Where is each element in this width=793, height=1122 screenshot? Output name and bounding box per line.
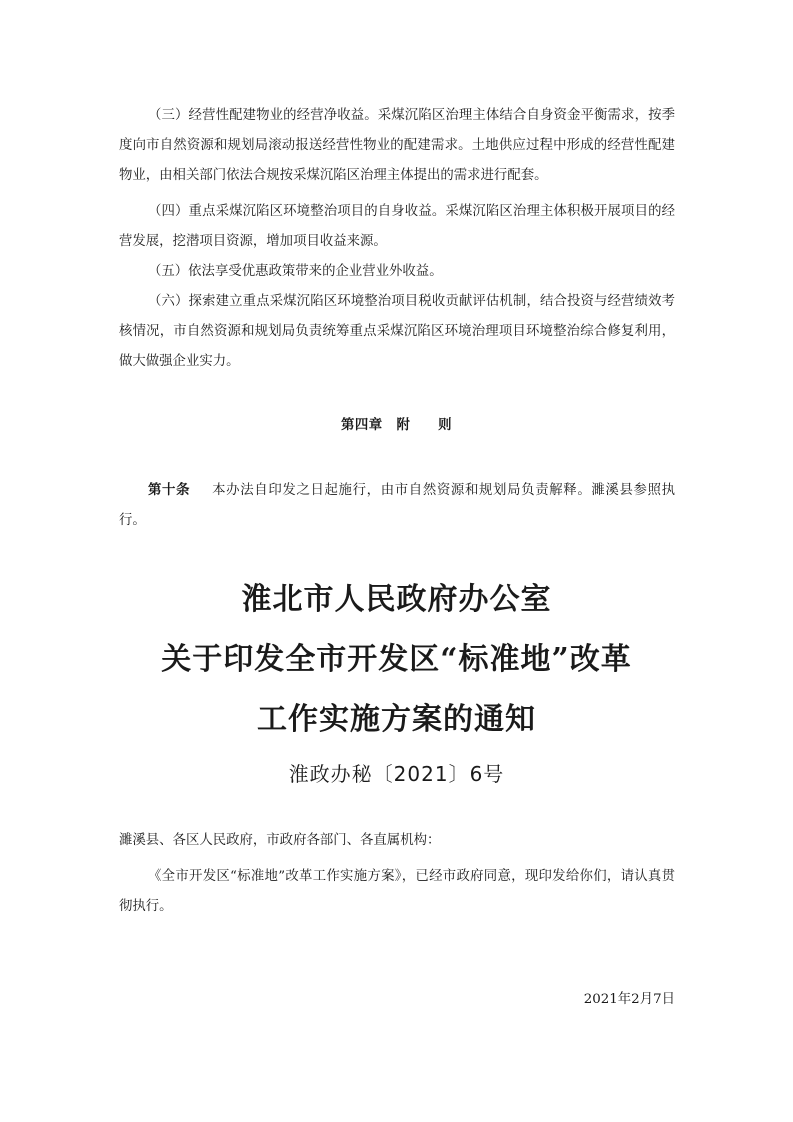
notice-body: 《全市开发区“标准地”改革工作实施方案》，已经市政府同意，现印发给你们，请认真贯彻执行。 — [119, 869, 675, 914]
revenue-item-3: （三）经营性配建物业的经营净收益。采煤沉陷区治理主体结合自身资金平衡需求，按季度向市自然资源和规划局滚动报送经营性物业的配建需求。土地供应过程中形成的经营性配建物业，由相关部门依法合规按采煤沉陷区治理主体提出的需求进行配套。 — [119, 108, 675, 183]
addressee: 濉溪县、各区人民政府，市政府各部门、各直属机构： — [119, 833, 441, 848]
notice-title-line-1: 淮北市人民政府办公室 — [241, 582, 552, 617]
notice-title-line-3: 工作实施方案的通知 — [257, 702, 536, 737]
notice-title-line-2: 关于印发全市开发区“标准地”改革 — [161, 642, 632, 677]
chapter-heading: 第四章 附 则 — [340, 417, 453, 433]
article-label: 第十条 — [148, 482, 191, 498]
revenue-item-4: （四）重点采煤沉陷区环境整治项目的自身收益。采煤沉陷区治理主体积极开展项目的经营发展，挖潜项目资源，增加项目收益来源。 — [119, 204, 675, 249]
issue-date: 2021年2月7日 — [583, 992, 675, 1007]
revenue-item-5: （五）依法享受优惠政策带来的企业营业外收益。 — [148, 264, 443, 279]
revenue-item-6: （六）探索建立重点采煤沉陷区环境整治项目税收贡献评估机制，结合投资与经营绩效考核情况，市自然资源和规划局负责统筹重点采煤沉陷区环境治理项目环境整治综合修复利用，做大做强企业实力。 — [119, 294, 675, 369]
document-number: 淮政办秘〔2021〕6号 — [288, 762, 505, 786]
article-text: 本办法自印发之日起施行，由市自然资源和规划局负责解释。濉溪县参照执行。 — [119, 483, 676, 528]
article-10 — [119, 475, 675, 536]
